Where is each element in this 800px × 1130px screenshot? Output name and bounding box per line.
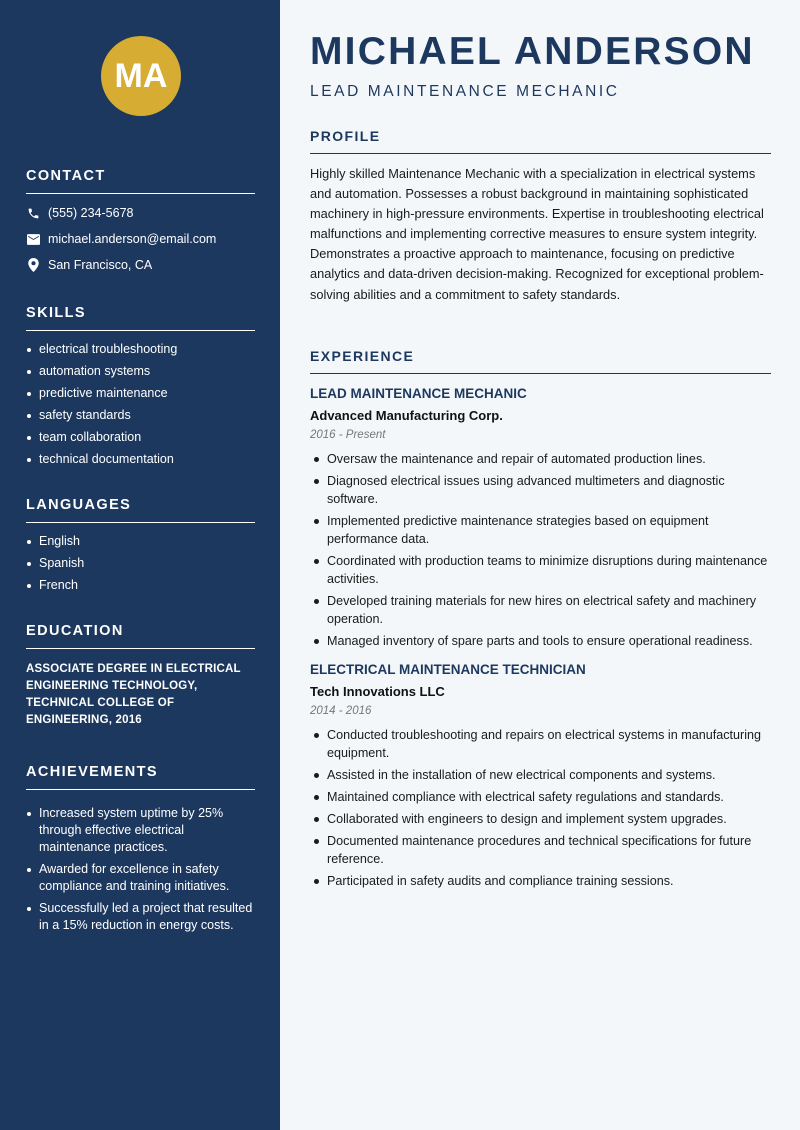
job-company: Tech Innovations LLC (310, 684, 445, 699)
language-item: English (26, 533, 255, 550)
skill-item: safety standards (26, 407, 255, 424)
achievement-item: Awarded for excellence in safety compliance and training initiatives. (26, 861, 255, 895)
education-entry: ASSOCIATE DEGREE IN ELECTRICAL ENGINEERING TECHNOLOGY, TECHNICAL COLLEGE OF ENGINEERING, 2016 (26, 663, 241, 726)
achievement-item: Successfully led a project that resulted in a 15% reduction in energy costs. (26, 900, 255, 934)
email-icon (26, 232, 40, 246)
experience-section (310, 348, 771, 894)
job-bullet: Developed training materials for new hires on electrical safety and machinery operation. (310, 592, 771, 628)
email-text: michael.anderson@email.com (48, 232, 217, 246)
job-dates: 2014 - 2016 (310, 705, 372, 717)
job-bullet: Assisted in the installation of new electrical components and systems. (310, 766, 771, 784)
skill-item: technical documentation (26, 451, 255, 468)
skills-heading: SKILLS (26, 305, 255, 331)
job-bullet: Oversaw the maintenance and repair of automated production lines. (310, 450, 771, 468)
job-role: ELECTRICAL MAINTENANCE TECHNICIAN (310, 662, 586, 677)
candidate-title: LEAD MAINTENANCE MECHANIC (310, 83, 620, 100)
contact-section (26, 168, 255, 278)
achievements-section (26, 764, 255, 939)
sidebar (0, 0, 280, 1130)
job-bullet: Managed inventory of spare parts and tools to ensure operational readiness. (310, 632, 771, 650)
contact-heading: CONTACT (26, 168, 255, 194)
language-item: Spanish (26, 555, 255, 572)
job-bullet: Diagnosed electrical issues using advanced multimeters and diagnostic software. (310, 472, 771, 508)
job-entry (310, 386, 771, 650)
job-bullet: Maintained compliance with electrical safety regulations and standards. (310, 788, 771, 806)
languages-list (26, 533, 255, 594)
job-company: Advanced Manufacturing Corp. (310, 408, 503, 423)
skills-section (26, 305, 255, 473)
job-dates: 2016 - Present (310, 429, 386, 441)
achievements-heading: ACHIEVEMENTS (26, 764, 255, 790)
job-bullet: Participated in safety audits and compliance training sessions. (310, 872, 771, 890)
languages-heading: LANGUAGES (26, 497, 255, 523)
achievements-list (26, 805, 255, 934)
phone-icon (26, 206, 40, 220)
job-bullet: Collaborated with engineers to design and implement system upgrades. (310, 810, 771, 828)
experience-heading: EXPERIENCE (310, 348, 771, 374)
education-section (26, 623, 255, 729)
skills-list (26, 341, 255, 468)
job-bullet: Implemented predictive maintenance strategies based on equipment performance data. (310, 512, 771, 548)
skill-item: automation systems (26, 363, 255, 380)
profile-heading: PROFILE (310, 128, 771, 154)
contact-location (26, 252, 255, 278)
profile-summary: Highly skilled Maintenance Mechanic with a specialization in electrical systems and automation. Possesses a robust background in maintaining sophisticated machinery in high-pressure environments. Expertise in troubleshooting electrical malfunctions and implementing corrective measures to ensure system integrity. Demonstrates a proactive approach to maintenance, focusing on predictive analytics and data-driven decision-making. Recognized for exceptional problem-solving abilities and a commitment to safety standards. (310, 166, 764, 302)
skill-item: predictive maintenance (26, 385, 255, 402)
contact-email (26, 226, 255, 252)
job-bullets (310, 450, 771, 650)
language-item: French (26, 577, 255, 594)
job-entry (310, 662, 771, 890)
job-bullets (310, 726, 771, 890)
achievement-item: Increased system uptime by 25% through effective electrical maintenance practices. (26, 805, 255, 856)
avatar-initials: MA (114, 56, 168, 95)
phone-text: (555) 234-5678 (48, 206, 134, 220)
location-text: San Francisco, CA (48, 258, 153, 272)
job-role: LEAD MAINTENANCE MECHANIC (310, 386, 527, 401)
avatar (101, 36, 181, 116)
job-bullet: Documented maintenance procedures and technical specifications for future reference. (310, 832, 771, 868)
languages-section (26, 497, 255, 599)
job-bullet: Coordinated with production teams to minimize disruptions during maintenance activities. (310, 552, 771, 588)
candidate-name: MICHAEL ANDERSON (310, 30, 755, 73)
contact-phone (26, 200, 255, 226)
job-bullet: Conducted troubleshooting and repairs on electrical systems in manufacturing equipment. (310, 726, 771, 762)
location-pin-icon (26, 258, 40, 272)
education-heading: EDUCATION (26, 623, 255, 649)
profile-section (310, 128, 771, 305)
skill-item: team collaboration (26, 429, 255, 446)
skill-item: electrical troubleshooting (26, 341, 255, 358)
